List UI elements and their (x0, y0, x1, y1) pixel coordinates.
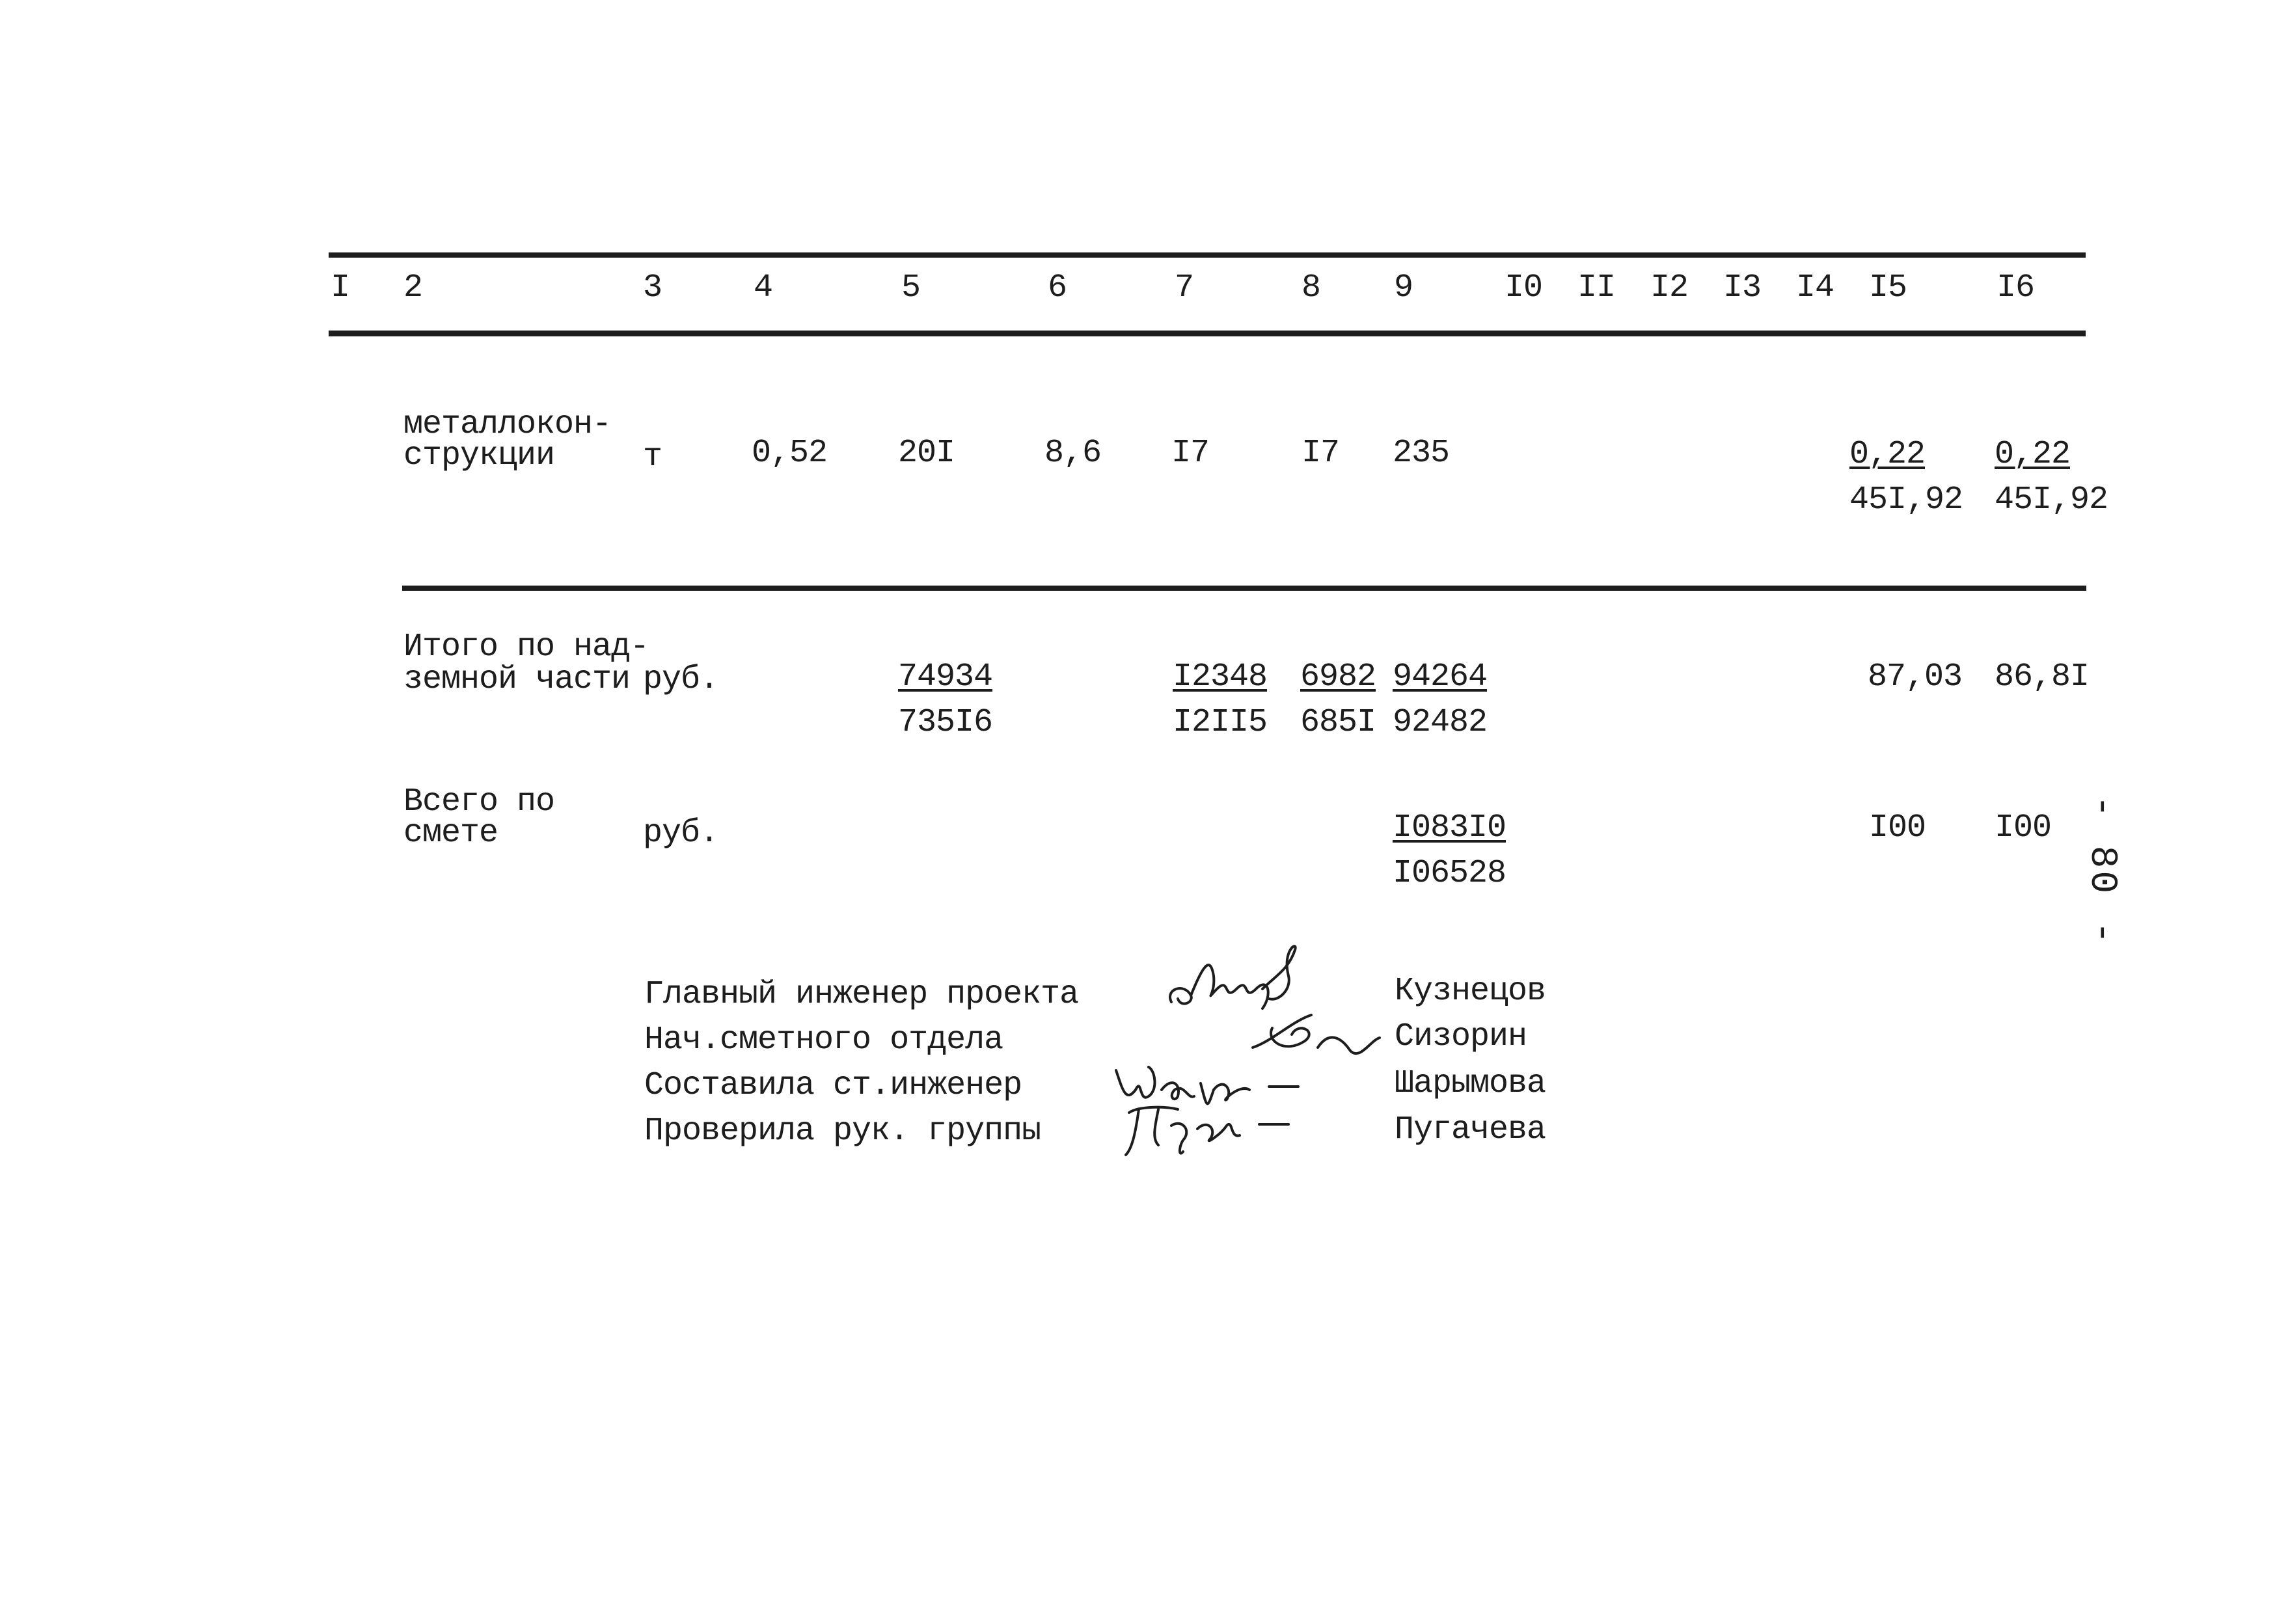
row-name-line1: Итого по над- (403, 629, 649, 666)
signature-name: Шарымова (1395, 1065, 1546, 1102)
col-header-10: I0 (1505, 269, 1543, 306)
cell-col5-bottom: 735I6 (898, 704, 993, 741)
col-header-4: 4 (754, 269, 773, 306)
row-name-line1: Всего по (403, 783, 555, 820)
col-header-16: I6 (1997, 269, 2035, 306)
cell-col15: 87,03 (1868, 658, 1963, 696)
row-unit: руб. (643, 661, 719, 698)
cell-col15-bottom: 45I,92 (1849, 481, 1963, 519)
signature-name: Сизорин (1395, 1018, 1527, 1055)
col-header-1: I (331, 269, 350, 306)
signature-role: Главный инженер проекта (644, 976, 1079, 1013)
signature-name: Пугачева (1395, 1111, 1546, 1148)
cell-col9-top: I083I0 (1393, 809, 1506, 846)
cell-col9-bottom: I06528 (1393, 855, 1506, 892)
cell-col15-top: 0,22 (1849, 436, 1926, 473)
signature-role: Проверила рук. группы (644, 1113, 1041, 1150)
cell-col5: 20I (898, 435, 955, 472)
cell-col5-top: 74934 (898, 658, 993, 696)
page-number: - 80 - (2080, 795, 2123, 947)
header-top-rule (329, 252, 2086, 258)
signature-role: Нач.сметного отдела (644, 1022, 1003, 1059)
row-name-line2: струкции (403, 437, 555, 474)
cell-col16-top: 0,22 (1995, 436, 2071, 473)
cell-col8-bottom: 685I (1300, 704, 1376, 741)
row-name-line1: металлокон- (403, 406, 612, 443)
cell-col7: I7 (1171, 435, 1210, 472)
col-header-3: 3 (643, 269, 662, 306)
cell-col9-top: 94264 (1393, 658, 1488, 696)
cell-col9: 235 (1393, 435, 1450, 472)
col-header-8: 8 (1302, 269, 1321, 306)
cell-col4: 0,52 (752, 435, 828, 472)
cell-col15: I00 (1869, 809, 1926, 846)
cell-col16: 86,8I (1995, 658, 2090, 696)
cell-col8: I7 (1302, 435, 1340, 472)
col-header-11: II (1577, 269, 1616, 306)
cell-col8-top: 6982 (1300, 658, 1376, 696)
cell-col16-bottom: 45I,92 (1995, 481, 2108, 519)
col-header-7: 7 (1175, 269, 1194, 306)
col-header-5: 5 (901, 269, 921, 306)
cell-col9-bottom: 92482 (1393, 704, 1488, 741)
cell-col16: I00 (1995, 809, 2052, 846)
row-name-line2: земной части (403, 661, 631, 698)
section-rule (402, 586, 2086, 591)
col-header-9: 9 (1394, 269, 1413, 306)
signature-role: Составила ст.инженер (644, 1067, 1022, 1104)
cell-col7-bottom: I2II5 (1173, 704, 1268, 741)
col-header-13: I3 (1723, 269, 1762, 306)
header-bottom-rule (329, 331, 2086, 336)
signature-name: Кузнецов (1395, 973, 1546, 1010)
col-header-12: I2 (1650, 269, 1689, 306)
cell-col6: 8,6 (1044, 435, 1102, 472)
row-name-line2: смете (403, 815, 498, 852)
row-unit: т (643, 439, 662, 476)
row-unit: руб. (643, 815, 719, 852)
col-header-15: I5 (1869, 269, 1907, 306)
col-header-2: 2 (403, 269, 423, 306)
handwritten-signature-4 (1119, 1100, 1295, 1161)
cell-col7-top: I2348 (1173, 658, 1268, 696)
col-header-6: 6 (1048, 269, 1067, 306)
col-header-14: I4 (1796, 269, 1834, 306)
